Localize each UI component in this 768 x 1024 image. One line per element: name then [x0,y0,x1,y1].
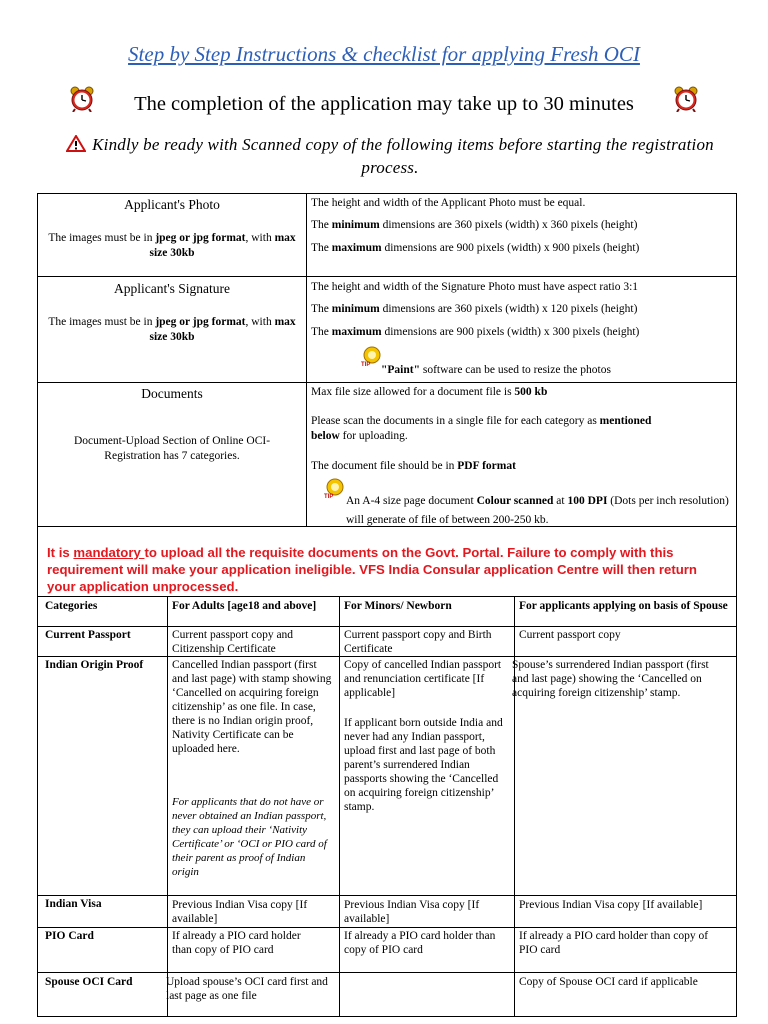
signature-max-dims: The maximum dimensions are 900 pixels (width) x 300 pixels (height) [311,326,640,338]
signature-format: The images must be in jpeg or jpg format, with max size 30kb [48,316,296,343]
photo-format: The images must be in jpeg or jpg format, with max size 30kb [48,232,296,259]
table-cell: Previous Indian Visa copy [If available] [344,899,480,925]
document-scan-note: Please scan the documents in a single file for each category as mentioned below for uploading. [311,415,652,442]
row-label-origin: Indian Origin Proof [45,659,144,671]
table-cell: If already a PIO card holder than copy of PIO card [519,930,709,956]
table-cell: Current passport copy and Birth Certificate [344,629,492,655]
table-cell: If already a PIO card holder than copy of PIO card [344,930,496,956]
row-label-pio: PIO Card [45,930,94,942]
documents-heading: Documents [141,386,203,401]
table-cell: Previous Indian Visa copy [If available] [172,899,308,925]
tip-icon [323,477,345,499]
table-cell: Cancelled Indian passport (first and last page) with stamp showing ‘Cancelled on acquiring foreign citizenship’ as one file. In case, there is no Indian origin proof, Nativity Certificate can be uploaded here. [172,659,332,755]
row-label-visa: Indian Visa [45,898,102,910]
photo-max-dims: The maximum dimensions are 900 pixels (width) x 900 pixels (height) [311,242,640,254]
photo-min-dims: The minimum dimensions are 360 pixels (width) x 360 pixels (height) [311,219,638,231]
table-cell: Upload spouse’s OCI card first and last page as one file [166,976,328,1002]
photo-equal-note: The height and width of the Applicant Photo must be equal. [311,197,586,209]
document-dpi-note: An A-4 size page document Colour scanned at 100 DPI (Dots per inch resolution) will generate of file of between 200-250 kb. [346,495,729,526]
tip-icon [360,345,382,367]
signature-ratio-note: The height and width of the Signature Photo must have aspect ratio 3:1 [311,281,639,293]
row-label-passport: Current Passport [45,629,131,641]
table-cell: Current passport copy and Citizenship Certificate [172,629,294,655]
completion-time-note: The completion of the application may take up to 30 minutes [134,93,634,115]
table-cell: If already a PIO card holder than copy of PIO card [172,930,301,956]
mandatory-warning: It is mandatory to upload all the requisite documents on the Govt. Portal. Failure to comply with this requirement will make your application ineligible. VFS India Consular application Centre will then return your application unprocessed. [47,545,697,594]
col-header-minors: For Minors/ Newborn [344,600,452,612]
photo-heading: Applicant's Photo [124,197,220,212]
scan-notice-text: Kindly be ready with Scanned copy of the following items before starting the registration process. [92,135,714,177]
table-cell: Copy of cancelled Indian passport and renunciation certificate [If applicable] [344,659,502,699]
page-title: Step by Step Instructions & checklist for applying Fresh OCI [128,42,640,66]
signature-heading: Applicant's Signature [113,281,231,296]
origin-minor-note: If applicant born outside India and never had any Indian passport, upload first and last page of both parent’s surrendered Indian passports showing the ‘Cancelled on acquiring foreign citizenship’ stamp. [344,717,503,813]
alarm-clock-icon [673,86,699,112]
svg-text:TIP: TIP [361,362,371,367]
warning-icon [66,135,86,152]
table-cell: Previous Indian Visa copy [If available] [519,899,703,911]
document-pdf-note: The document file should be in PDF format [311,460,516,472]
documents-categories-note: Document-Upload Section of Online OCI-Registration has 7 categories. [73,435,271,462]
table-cell: Copy of Spouse OCI card if applicable [519,976,698,988]
table-cell: Spouse’s surrendered Indian passport (first and last page) showing the ‘Cancelled on acquiring foreign citizenship’ stamp. [512,659,709,699]
svg-text:TIP: TIP [324,494,334,499]
row-label-spouse-oci: Spouse OCI Card [45,976,133,988]
origin-adult-note: For applicants that do not have or never obtained an Indian passport, they can upload their ‘Nativity Certificate’ or ‘OCI or PIO card of their parent as proof of Indian origin [172,796,327,878]
table-cell: Current passport copy [519,629,621,641]
document-size-note: Max file size allowed for a document file is 500 kb [311,386,548,398]
col-header-adults: For Adults [age18 and above] [172,600,317,612]
col-header-categories: Categories [45,600,98,612]
scan-notice [60,133,720,179]
signature-min-dims: The minimum dimensions are 360 pixels (width) x 120 pixels (height) [311,303,638,315]
paint-tip: "Paint" software can be used to resize the photos [381,364,611,376]
col-header-spouse: For applicants applying on basis of Spouse [519,600,728,612]
